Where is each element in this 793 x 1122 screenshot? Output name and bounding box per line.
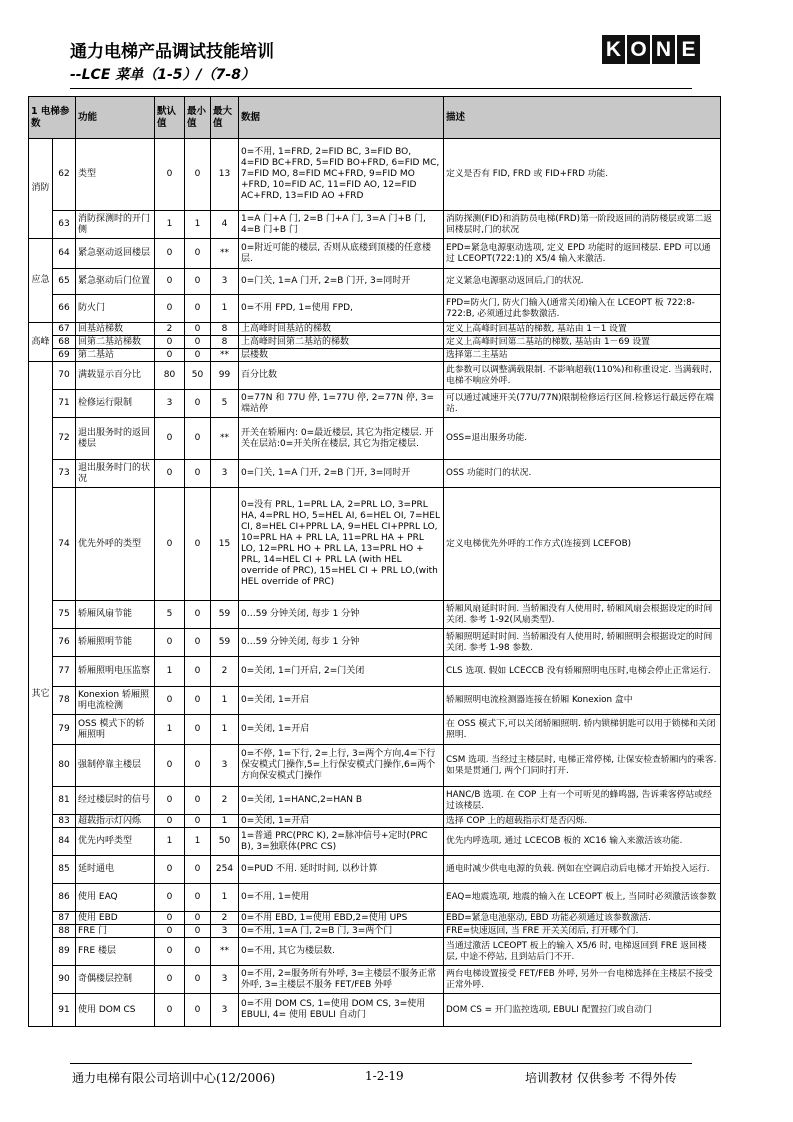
param-number-cell: 86: [53, 884, 76, 912]
table-row: [29, 336, 721, 349]
max-value-cell: 13: [211, 139, 239, 211]
max-value-cell: 2: [211, 787, 239, 815]
data-cell: 0=不停, 1=下行, 2=上行, 3=两个方向,4=下行保安模式门操作,5=上行保安模式门操作,6=两个方向保安模式门操作: [239, 745, 444, 787]
min-value-cell: 0: [185, 460, 211, 488]
default-value-cell: 0: [155, 336, 185, 349]
default-value-cell: 0: [155, 787, 185, 815]
param-number-cell: 77: [53, 657, 76, 687]
function-cell: 紧急驱动返回楼层: [76, 239, 155, 269]
min-value-cell: 0: [185, 715, 211, 745]
description-cell: 轿厢照明电流检测器连接在轿厢 Konexion 盒中: [444, 687, 721, 715]
table-row: [29, 815, 721, 828]
table-row: [29, 856, 721, 884]
max-value-cell: **: [211, 239, 239, 269]
param-number-cell: 68: [53, 336, 76, 349]
default-value-cell: 3: [155, 390, 185, 418]
function-cell: OSS 模式下的轿厢照明: [76, 715, 155, 745]
param-number-cell: 89: [53, 938, 76, 966]
parameter-table: [28, 96, 721, 1027]
table-row: [29, 139, 721, 211]
data-cell: 0=不用, 2=服务所有外呼, 3=主楼层不服务正常外呼, 3=主楼层不服务 FET/FEB 外呼: [239, 966, 444, 994]
function-cell: 退出服务时门的状况: [76, 460, 155, 488]
description-cell: 当通过激活 LCEOPT 板上的输入 X5/6 时, 电梯返回到 FRE 返回楼层, 中途不停站, 且到站后门不开.: [444, 938, 721, 966]
group-cell: 高峰: [29, 323, 53, 362]
table-row: [29, 745, 721, 787]
min-value-cell: 0: [185, 815, 211, 828]
description-cell: 通电时减少供电电源的负载. 例如在空调启动后电梯才开始投入运行.: [444, 856, 721, 884]
min-value-cell: 0: [185, 925, 211, 938]
max-value-cell: 8: [211, 323, 239, 336]
function-cell: 使用 EAQ: [76, 884, 155, 912]
param-number-cell: 67: [53, 323, 76, 336]
description-cell: FPD=防火门, 防火门输入(通常关闭)输入在 LCEOPT 板 722:8-722:B, 必须通过此参数激活.: [444, 295, 721, 323]
table-row: [29, 787, 721, 815]
function-cell: 使用 DOM CS: [76, 994, 155, 1027]
param-number-cell: 65: [53, 269, 76, 295]
default-value-cell: 1: [155, 211, 185, 239]
param-number-cell: 79: [53, 715, 76, 745]
description-cell: 两台电梯设置接受 FET/FEB 外呼, 另外一台电梯选择在主楼层不接受正常外呼.: [444, 966, 721, 994]
max-value-cell: 1: [211, 884, 239, 912]
min-value-cell: 1: [185, 828, 211, 856]
document-subtitle: --LCE 菜单（1-5）/（7-8）: [70, 67, 255, 83]
max-value-cell: 3: [211, 745, 239, 787]
min-value-cell: 0: [185, 295, 211, 323]
default-value-cell: 0: [155, 460, 185, 488]
max-value-cell: **: [211, 418, 239, 460]
param-number-cell: 72: [53, 418, 76, 460]
table-row: [29, 629, 721, 657]
data-cell: 开关在轿厢内: 0=最近楼层, 其它为指定楼层. 开关在层站:0=开关所在楼层, 其它为指定楼层.: [239, 418, 444, 460]
param-number-cell: 76: [53, 629, 76, 657]
data-cell: 0=77N 和 77U 停, 1=77U 停, 2=77N 停, 3=端站停: [239, 390, 444, 418]
table-row: [29, 239, 721, 269]
data-cell: 0=门关, 1=A 门开, 2=B 门开, 3=同时开: [239, 269, 444, 295]
default-value-cell: 0: [155, 139, 185, 211]
function-cell: 回第二基站梯数: [76, 336, 155, 349]
min-value-cell: 0: [185, 601, 211, 629]
max-value-cell: 3: [211, 460, 239, 488]
group-cell: 消防: [29, 139, 53, 239]
min-value-cell: 1: [185, 211, 211, 239]
header-divider: [70, 88, 692, 89]
default-value-cell: 1: [155, 715, 185, 745]
param-number-cell: 78: [53, 687, 76, 715]
description-cell: 定义上高峰时回基站的梯数, 基站由 1－1 设置: [444, 323, 721, 336]
min-value-cell: 0: [185, 994, 211, 1027]
min-value-cell: 0: [185, 966, 211, 994]
min-value-cell: 0: [185, 323, 211, 336]
max-value-cell: 3: [211, 994, 239, 1027]
function-cell: 防火门: [76, 295, 155, 323]
function-cell: 优先内呼类型: [76, 828, 155, 856]
default-value-cell: 0: [155, 687, 185, 715]
table-row: [29, 269, 721, 295]
function-cell: 回基站梯数: [76, 323, 155, 336]
param-number-cell: 90: [53, 966, 76, 994]
function-cell: FRE 门: [76, 925, 155, 938]
table-row: [29, 601, 721, 629]
data-cell: 0=关闭, 1=开启: [239, 815, 444, 828]
col-header-default: 默认值: [155, 97, 185, 139]
data-cell: 上高峰时回第二基站的梯数: [239, 336, 444, 349]
footer-divider: [70, 1063, 692, 1064]
data-cell: 0=不用, 1=使用: [239, 884, 444, 912]
default-value-cell: 0: [155, 912, 185, 925]
data-cell: 层楼数: [239, 349, 444, 362]
default-value-cell: 0: [155, 745, 185, 787]
max-value-cell: 1: [211, 815, 239, 828]
table-row: [29, 390, 721, 418]
min-value-cell: 0: [185, 269, 211, 295]
function-cell: 退出服务时的返回楼层: [76, 418, 155, 460]
default-value-cell: 0: [155, 994, 185, 1027]
param-number-cell: 85: [53, 856, 76, 884]
description-cell: OSS 功能时门的状况.: [444, 460, 721, 488]
max-value-cell: 3: [211, 966, 239, 994]
data-cell: 0=附近可能的楼层, 否则从底楼到顶楼的任意楼层.: [239, 239, 444, 269]
function-cell: 优先外呼的类型: [76, 488, 155, 601]
function-cell: 轿厢照明节能: [76, 629, 155, 657]
default-value-cell: 0: [155, 349, 185, 362]
description-cell: 在 OSS 模式下,可以关闭轿厢照明. 轿内锁梯钥匙可以用于锁梯和关闭照明.: [444, 715, 721, 745]
default-value-cell: 1: [155, 828, 185, 856]
table-row: [29, 938, 721, 966]
default-value-cell: 0: [155, 815, 185, 828]
param-number-cell: 84: [53, 828, 76, 856]
data-cell: 0=不用, 1=FRD, 2=FID BC, 3=FID BO, 4=FID BC+FRD, 5=FID BO+FRD, 6=FID MC, 7=FID MO, 8=FID MC+FRD, 9=FID MO +FRD, 10=FID AC, 11=FID AO, 12=FID AC+FRD, 13=FID AO +FRD: [239, 139, 444, 211]
max-value-cell: 1: [211, 715, 239, 745]
param-number-cell: 87: [53, 912, 76, 925]
min-value-cell: 0: [185, 884, 211, 912]
min-value-cell: 0: [185, 349, 211, 362]
function-cell: 紧急驱动后门位置: [76, 269, 155, 295]
max-value-cell: 1: [211, 295, 239, 323]
min-value-cell: 0: [185, 912, 211, 925]
max-value-cell: 2: [211, 912, 239, 925]
data-cell: 0=关闭, 1=开启: [239, 687, 444, 715]
param-number-cell: 74: [53, 488, 76, 601]
table-row: [29, 349, 721, 362]
min-value-cell: 50: [185, 362, 211, 390]
data-cell: 0=不用, 1=A 门, 2=B 门, 3=两个门: [239, 925, 444, 938]
default-value-cell: 1: [155, 657, 185, 687]
description-cell: 优先内呼选项, 通过 LCECOB 板的 XC16 输入来激活该功能.: [444, 828, 721, 856]
max-value-cell: 99: [211, 362, 239, 390]
data-cell: 1=普通 PRC(PRC K), 2=脉冲信号+定时(PRC B), 3=独联体(PRC CS): [239, 828, 444, 856]
document-title: 通力电梯产品调试技能培训: [70, 42, 274, 62]
default-value-cell: 80: [155, 362, 185, 390]
param-number-cell: 66: [53, 295, 76, 323]
table-row: [29, 912, 721, 925]
default-value-cell: 0: [155, 856, 185, 884]
function-cell: 经过楼层时的信号: [76, 787, 155, 815]
default-value-cell: 0: [155, 884, 185, 912]
param-number-cell: 62: [53, 139, 76, 211]
max-value-cell: 59: [211, 629, 239, 657]
col-header-max: 最大值: [211, 97, 239, 139]
function-cell: 检修运行限制: [76, 390, 155, 418]
description-cell: 选择 COP 上的超载指示灯是否闪烁.: [444, 815, 721, 828]
description-cell: EAQ=地震选项, 地震的输入在 LCEOPT 板上, 当同时必须激活该参数: [444, 884, 721, 912]
default-value-cell: 0: [155, 295, 185, 323]
data-cell: 1=A 门+A 门, 2=B 门+A 门, 3=A 门+B 门, 4=B 门+B 门: [239, 211, 444, 239]
col-header-function: 功能: [76, 97, 155, 139]
max-value-cell: 59: [211, 601, 239, 629]
min-value-cell: 0: [185, 488, 211, 601]
footer-company: 通力电梯有限公司培训中心(12/2006): [72, 1071, 276, 1085]
data-cell: 0=关闭, 1=HANC,2=HAN B: [239, 787, 444, 815]
min-value-cell: 0: [185, 745, 211, 787]
description-cell: 此参数可以调整满载限制. 不影响超载(110%)和称重设定. 当满载时, 电梯不响应外呼.: [444, 362, 721, 390]
function-cell: 轿厢风扇节能: [76, 601, 155, 629]
function-cell: 延时通电: [76, 856, 155, 884]
min-value-cell: 0: [185, 687, 211, 715]
logo-letter: O: [627, 35, 650, 64]
logo-letter: K: [602, 35, 625, 64]
param-number-cell: 88: [53, 925, 76, 938]
max-value-cell: 254: [211, 856, 239, 884]
description-cell: 定义紧急电源驱动返回后,门的状况.: [444, 269, 721, 295]
data-cell: 0=不用 EBD, 1=使用 EBD,2=使用 UPS: [239, 912, 444, 925]
max-value-cell: 50: [211, 828, 239, 856]
max-value-cell: 5: [211, 390, 239, 418]
data-cell: 0=不用 FPD, 1=使用 FPD,: [239, 295, 444, 323]
table-row: [29, 828, 721, 856]
max-value-cell: 3: [211, 269, 239, 295]
function-cell: 超载指示灯闪烁: [76, 815, 155, 828]
table-row: [29, 657, 721, 687]
logo-letter: N: [652, 35, 675, 64]
data-cell: 0=门关, 1=A 门开, 2=B 门开, 3=同时开: [239, 460, 444, 488]
description-cell: HANC/B 选项. 在 COP 上有一个可听见的蜂鸣器, 告诉乘客停站或经过该楼层.: [444, 787, 721, 815]
table-row: [29, 362, 721, 390]
table-row: [29, 715, 721, 745]
default-value-cell: 0: [155, 239, 185, 269]
min-value-cell: 0: [185, 938, 211, 966]
param-number-cell: 81: [53, 787, 76, 815]
table-row: [29, 925, 721, 938]
table-row: [29, 966, 721, 994]
max-value-cell: 1: [211, 687, 239, 715]
param-number-cell: 69: [53, 349, 76, 362]
data-cell: 0=关闭, 1=开启: [239, 715, 444, 745]
table-row: [29, 488, 721, 601]
description-cell: DOM CS = 开门监控选项, EBULI 配置拉门或自动门: [444, 994, 721, 1027]
default-value-cell: 0: [155, 938, 185, 966]
default-value-cell: 0: [155, 418, 185, 460]
function-cell: 第二基站: [76, 349, 155, 362]
data-cell: 0…59 分钟关闭, 每步 1 分钟: [239, 629, 444, 657]
data-cell: 上高峰时回基站的梯数: [239, 323, 444, 336]
table-header-row: [29, 97, 721, 139]
function-cell: 类型: [76, 139, 155, 211]
min-value-cell: 0: [185, 629, 211, 657]
col-header-data: 数据: [239, 97, 444, 139]
default-value-cell: 0: [155, 925, 185, 938]
max-value-cell: 3: [211, 925, 239, 938]
page-number: 1-2-19: [365, 1069, 404, 1083]
param-number-cell: 75: [53, 601, 76, 629]
param-number-cell: 80: [53, 745, 76, 787]
function-cell: 强制停靠主楼层: [76, 745, 155, 787]
table-row: [29, 884, 721, 912]
function-cell: 满载显示百分比: [76, 362, 155, 390]
default-value-cell: 2: [155, 323, 185, 336]
function-cell: FRE 楼层: [76, 938, 155, 966]
default-value-cell: 5: [155, 601, 185, 629]
max-value-cell: 4: [211, 211, 239, 239]
param-number-cell: 83: [53, 815, 76, 828]
table-row: [29, 295, 721, 323]
description-cell: CLS 选项. 假如 LCECCB 没有轿厢照明电压时,电梯会停止正常运行.: [444, 657, 721, 687]
data-cell: 0=没有 PRL, 1=PRL LA, 2=PRL LO, 3=PRL HA, 4=PRL HO, 5=HEL AI, 6=HEL OI, 7=HEL CI, 8=HEL CI+PPRL LA, 9=HEL CI+PPRL LO, 10=PRL HA + PRL LA, 11=PRL HA + PRL LO, 12=PRL HO + PRL LA, 13=PRL HO + PRL, 14=HEL CI + PRL LA (with HEL override of PRC), 15=HEL CI + PRL LO,(with HEL override of PRC): [239, 488, 444, 601]
description-cell: 定义上高峰时回第二基站的梯数, 基站由 1－69 设置: [444, 336, 721, 349]
description-cell: 轿厢照明延时时间. 当轿厢没有人使用时, 轿厢照明会根据设定的时间关闭. 参考 1-98 参数.: [444, 629, 721, 657]
function-cell: 奇偶楼层控制: [76, 966, 155, 994]
default-value-cell: 0: [155, 269, 185, 295]
param-number-cell: 71: [53, 390, 76, 418]
table-body: [29, 139, 721, 1027]
param-number-cell: 63: [53, 211, 76, 239]
table-row: [29, 211, 721, 239]
data-cell: 0=不用, 其它为楼层数.: [239, 938, 444, 966]
table-row: [29, 323, 721, 336]
min-value-cell: 0: [185, 418, 211, 460]
description-cell: 定义是否有 FID, FRD 或 FID+FRD 功能.: [444, 139, 721, 211]
col-header-min: 最小值: [185, 97, 211, 139]
param-number-cell: 64: [53, 239, 76, 269]
min-value-cell: 0: [185, 336, 211, 349]
description-cell: CSM 选项. 当经过主楼层时, 电梯正常停梯, 让保安检查轿厢内的乘客. 如果是贯通门, 两个门同时打开.: [444, 745, 721, 787]
kone-logo: [602, 35, 700, 64]
table-row: [29, 460, 721, 488]
min-value-cell: 0: [185, 657, 211, 687]
data-cell: 0=关闭, 1=门开启, 2=门关闭: [239, 657, 444, 687]
description-cell: FRE=快速返回, 当 FRE 开关关闭后, 打开哪个门.: [444, 925, 721, 938]
col-header-param: 1 电梯参数: [29, 97, 76, 139]
table-row: [29, 687, 721, 715]
param-number-cell: 73: [53, 460, 76, 488]
min-value-cell: 0: [185, 856, 211, 884]
description-cell: EBD=紧急电池驱动, EBD 功能必须通过该参数激活.: [444, 912, 721, 925]
description-cell: EPD=紧急电源驱动选项, 定义 EPD 功能时的返回楼层. EPD 可以通过 LCEOPT(722:1)的 X5/4 输入来激活.: [444, 239, 721, 269]
description-cell: 轿厢风扇延时时间. 当轿厢没有人使用时, 轿厢风扇会根据设定的时间关闭. 参考 1-92(风扇类型).: [444, 601, 721, 629]
logo-letter: E: [677, 35, 700, 64]
param-number-cell: 70: [53, 362, 76, 390]
description-cell: 消防探测(FID)和消防员电梯(FRD)第一阶段返回的消防楼层或第二返回楼层时,门的状况: [444, 211, 721, 239]
data-cell: 0=PUD 不用. 延时时间, 以秒计算: [239, 856, 444, 884]
max-value-cell: 15: [211, 488, 239, 601]
group-cell: 应急: [29, 239, 53, 323]
group-cell: 其它: [29, 362, 53, 1027]
data-cell: 0…59 分钟关闭, 每步 1 分钟: [239, 601, 444, 629]
min-value-cell: 0: [185, 787, 211, 815]
data-cell: 百分比数: [239, 362, 444, 390]
max-value-cell: 8: [211, 336, 239, 349]
default-value-cell: 0: [155, 629, 185, 657]
max-value-cell: **: [211, 349, 239, 362]
table-row: [29, 994, 721, 1027]
default-value-cell: 0: [155, 966, 185, 994]
description-cell: 可以通过减速开关(77U/77N)限制检修运行区间.检修运行最远停在端站.: [444, 390, 721, 418]
table-row: [29, 418, 721, 460]
description-cell: 选择第二主基站: [444, 349, 721, 362]
min-value-cell: 0: [185, 390, 211, 418]
description-cell: OSS=退出服务功能.: [444, 418, 721, 460]
data-cell: 0=不用 DOM CS, 1=使用 DOM CS, 3=使用 EBULI, 4= 使用 EBULI 自动门: [239, 994, 444, 1027]
min-value-cell: 0: [185, 139, 211, 211]
description-cell: 定义电梯优先外呼的工作方式(连接到 LCEFOB): [444, 488, 721, 601]
function-cell: 使用 EBD: [76, 912, 155, 925]
function-cell: Konexion 轿厢照明电流检测: [76, 687, 155, 715]
function-cell: 消防探测时的开门侧: [76, 211, 155, 239]
default-value-cell: 0: [155, 488, 185, 601]
max-value-cell: 2: [211, 657, 239, 687]
min-value-cell: 0: [185, 239, 211, 269]
col-header-desc: 描述: [444, 97, 721, 139]
param-number-cell: 91: [53, 994, 76, 1027]
max-value-cell: **: [211, 938, 239, 966]
footer-notice: 培训教材 仅供参考 不得外传: [525, 1071, 677, 1085]
function-cell: 轿厢照明电压监察: [76, 657, 155, 687]
